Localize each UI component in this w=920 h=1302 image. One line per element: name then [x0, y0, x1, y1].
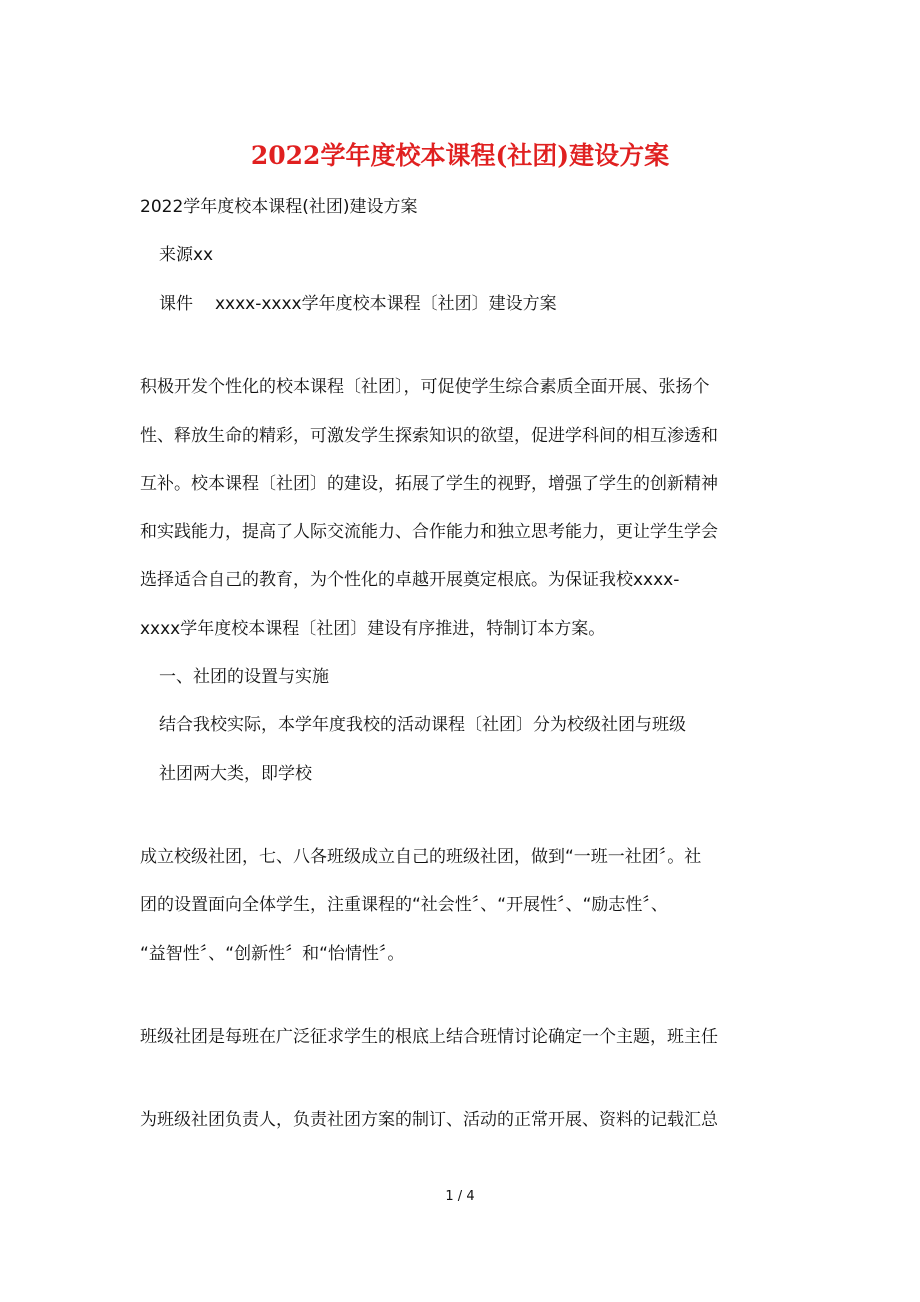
paragraph2-line: “益智性〞、“创新性〞和“怡情性〞。 [140, 944, 405, 964]
paragraph4-line: 为班级社团负责人，负责社团方案的制订、活动的正常开展、资料的记载汇总 [140, 1110, 718, 1130]
paragraph1-line: 互补。校本课程〔社团〕的建设，拓展了学生的视野，增强了学生的创新精神 [140, 474, 718, 494]
section1-line: 结合我校实际，本学年度我校的活动课程〔社团〕分为校级社团与班级 [159, 715, 686, 735]
paragraph1-line: xxxx学年度校本课程〔社团〕建设有序推进，特制订本方案。 [140, 619, 606, 639]
paragraph2-line: 成立校级社团，七、八各班级成立自己的班级社团，做到“一班一社团〞。社 [140, 847, 702, 867]
courseware-line [159, 292, 557, 316]
section1-line: 社团两大类，即学校 [159, 764, 312, 784]
courseware-value: xxxx-xxxx学年度校本课程〔社团〕建设方案 [215, 294, 557, 314]
source-line: 来源xx [159, 245, 214, 265]
paragraph1-line: 积极开发个性化的校本课程〔社团〕，可促使学生综合素质全面开展、张扬个 [140, 377, 710, 397]
paragraph2-line: 团的设置面向全体学生，注重课程的“社会性〞、“开展性〞、“励志性〞、 [140, 895, 668, 915]
paragraph3-line: 班级社团是每班在广泛征求学生的根底上结合班情讨论确定一个主题，班主任 [140, 1027, 718, 1047]
document-title: 2022学年度校本课程(社团)建设方案 [250, 141, 670, 170]
section1-heading: 一、社团的设置与实施 [159, 667, 329, 687]
page-number: 1 / 4 [445, 1189, 475, 1204]
document-subtitle: 2022学年度校本课程(社团)建设方案 [140, 197, 418, 217]
paragraph1-line: 性、释放生命的精彩，可激发学生探索知识的欲望，促进学科间的相互渗透和 [140, 426, 718, 446]
courseware-label: 课件 [159, 294, 193, 314]
paragraph1-line: 和实践能力，提高了人际交流能力、合作能力和独立思考能力，更让学生学会 [140, 522, 718, 542]
paragraph1-line: 选择适合自己的教育，为个性化的卓越开展奠定根底。为保证我校xxxx- [140, 570, 680, 590]
